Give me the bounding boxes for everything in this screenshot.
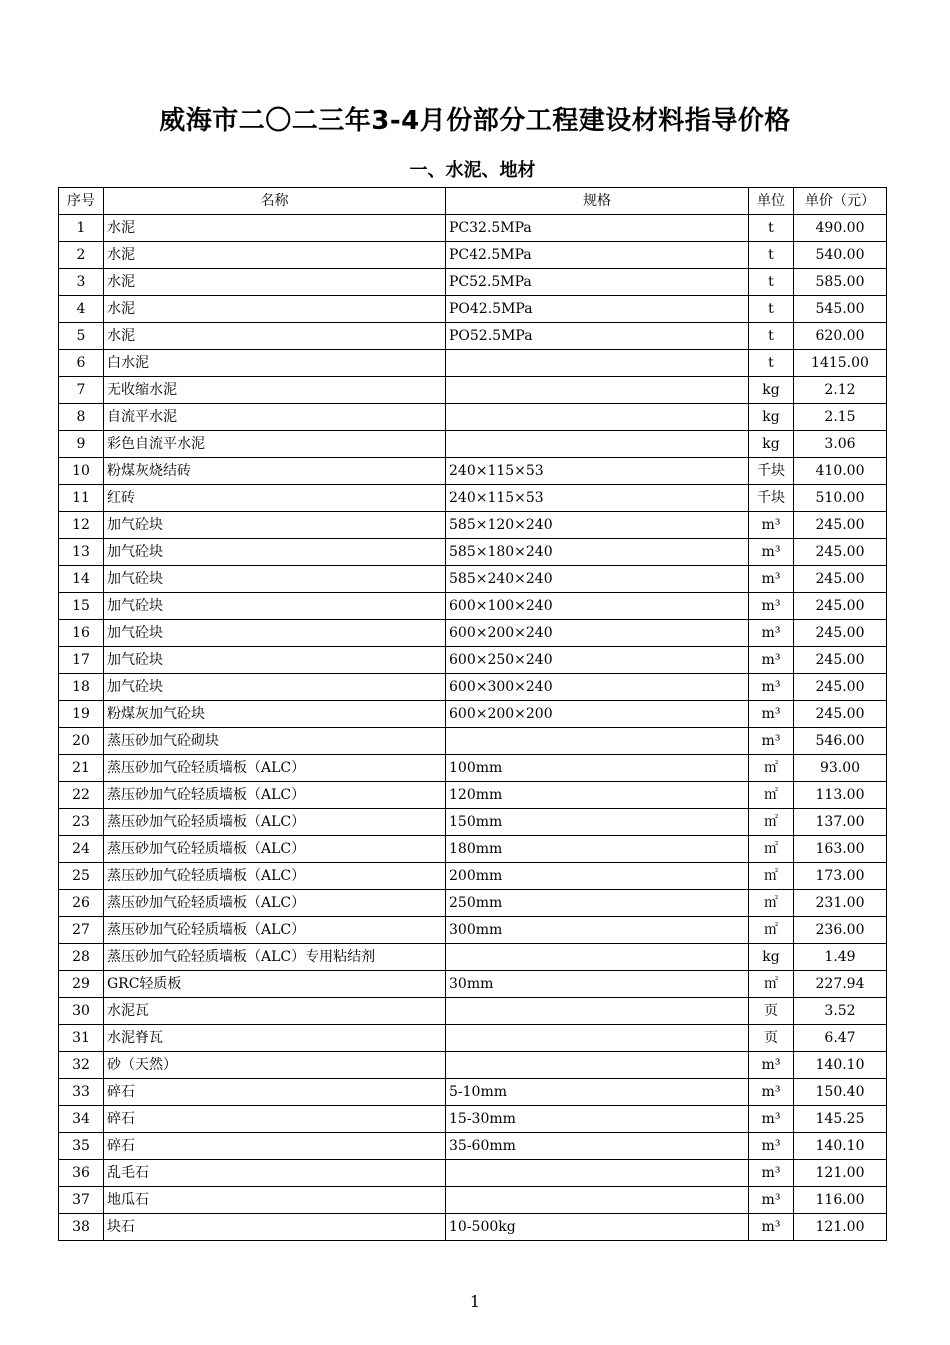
cell-name: 蒸压砂加气砼砌块 <box>104 728 446 755</box>
cell-no: 6 <box>59 350 104 377</box>
table-row <box>59 782 887 809</box>
table-row <box>59 863 887 890</box>
cell-name: 加气砼块 <box>104 566 446 593</box>
cell-spec: 600×100×240 <box>446 593 749 620</box>
cell-unit: t <box>749 242 794 269</box>
cell-no: 37 <box>59 1187 104 1214</box>
section-title: 一、水泥、地材 <box>409 160 536 181</box>
table-row <box>59 917 887 944</box>
cell-no: 16 <box>59 620 104 647</box>
table-row <box>59 1025 887 1052</box>
cell-unit: ㎡ <box>749 890 794 917</box>
cell-name: 块石 <box>104 1214 446 1241</box>
table-row <box>59 539 887 566</box>
cell-price: 137.00 <box>794 809 887 836</box>
cell-no: 28 <box>59 944 104 971</box>
cell-spec: PC32.5MPa <box>446 215 749 242</box>
table-row <box>59 836 887 863</box>
cell-spec <box>446 350 749 377</box>
cell-spec: 240×115×53 <box>446 458 749 485</box>
cell-no: 5 <box>59 323 104 350</box>
table-row <box>59 431 887 458</box>
cell-spec: 600×300×240 <box>446 674 749 701</box>
cell-unit: ㎡ <box>749 863 794 890</box>
cell-no: 23 <box>59 809 104 836</box>
cell-price: 3.06 <box>794 431 887 458</box>
cell-no: 14 <box>59 566 104 593</box>
cell-unit: kg <box>749 404 794 431</box>
cell-name: 砂（天然） <box>104 1052 446 1079</box>
cell-spec: 15-30mm <box>446 1106 749 1133</box>
table-row <box>59 1106 887 1133</box>
cell-spec: PO42.5MPa <box>446 296 749 323</box>
table-row <box>59 377 887 404</box>
cell-price: 510.00 <box>794 485 887 512</box>
cell-no: 3 <box>59 269 104 296</box>
cell-price: 545.00 <box>794 296 887 323</box>
table-row <box>59 1160 887 1187</box>
cell-unit: ㎡ <box>749 917 794 944</box>
cell-no: 33 <box>59 1079 104 1106</box>
cell-spec <box>446 998 749 1025</box>
cell-name: 碎石 <box>104 1106 446 1133</box>
cell-name: 水泥瓦 <box>104 998 446 1025</box>
cell-unit: 千块 <box>749 458 794 485</box>
cell-unit: 页 <box>749 1025 794 1052</box>
cell-price: 173.00 <box>794 863 887 890</box>
cell-unit: ㎡ <box>749 782 794 809</box>
cell-name: 蒸压砂加气砼轻质墙板（ALC） <box>104 917 446 944</box>
cell-no: 8 <box>59 404 104 431</box>
cell-unit: m³ <box>749 1160 794 1187</box>
cell-name: 地瓜石 <box>104 1187 446 1214</box>
cell-price: 620.00 <box>794 323 887 350</box>
cell-spec: 300mm <box>446 917 749 944</box>
cell-no: 20 <box>59 728 104 755</box>
table-header <box>59 188 887 215</box>
header-unit: 单位 <box>749 188 794 215</box>
cell-no: 10 <box>59 458 104 485</box>
cell-no: 2 <box>59 242 104 269</box>
cell-spec: 120mm <box>446 782 749 809</box>
cell-name: 蒸压砂加气砼轻质墙板（ALC） <box>104 863 446 890</box>
cell-unit: m³ <box>749 1052 794 1079</box>
cell-spec: 5-10mm <box>446 1079 749 1106</box>
table-row <box>59 728 887 755</box>
cell-spec <box>446 944 749 971</box>
table-row <box>59 701 887 728</box>
cell-no: 30 <box>59 998 104 1025</box>
cell-no: 29 <box>59 971 104 998</box>
cell-no: 22 <box>59 782 104 809</box>
cell-name: 碎石 <box>104 1079 446 1106</box>
table-row <box>59 755 887 782</box>
cell-price: 236.00 <box>794 917 887 944</box>
cell-name: 加气砼块 <box>104 539 446 566</box>
cell-no: 9 <box>59 431 104 458</box>
cell-unit: m³ <box>749 1214 794 1241</box>
cell-spec: 100mm <box>446 755 749 782</box>
cell-name: 蒸压砂加气砼轻质墙板（ALC） <box>104 809 446 836</box>
cell-price: 163.00 <box>794 836 887 863</box>
cell-name: 粉煤灰烧结砖 <box>104 458 446 485</box>
table-body <box>59 215 887 1241</box>
cell-no: 27 <box>59 917 104 944</box>
cell-no: 21 <box>59 755 104 782</box>
cell-unit: m³ <box>749 539 794 566</box>
cell-unit: ㎡ <box>749 755 794 782</box>
cell-no: 4 <box>59 296 104 323</box>
cell-name: GRC轻质板 <box>104 971 446 998</box>
table-row <box>59 620 887 647</box>
cell-price: 585.00 <box>794 269 887 296</box>
cell-spec: 585×180×240 <box>446 539 749 566</box>
cell-spec <box>446 1052 749 1079</box>
cell-price: 150.40 <box>794 1079 887 1106</box>
cell-spec: 35-60mm <box>446 1133 749 1160</box>
cell-price: 121.00 <box>794 1214 887 1241</box>
cell-price: 2.15 <box>794 404 887 431</box>
cell-spec: 240×115×53 <box>446 485 749 512</box>
table-row <box>59 1133 887 1160</box>
cell-price: 140.10 <box>794 1052 887 1079</box>
table-row <box>59 674 887 701</box>
cell-no: 11 <box>59 485 104 512</box>
cell-name: 粉煤灰加气砼块 <box>104 701 446 728</box>
cell-name: 加气砼块 <box>104 674 446 701</box>
cell-no: 38 <box>59 1214 104 1241</box>
cell-price: 1415.00 <box>794 350 887 377</box>
cell-unit: kg <box>749 431 794 458</box>
cell-no: 12 <box>59 512 104 539</box>
cell-price: 140.10 <box>794 1133 887 1160</box>
cell-no: 18 <box>59 674 104 701</box>
cell-price: 3.52 <box>794 998 887 1025</box>
cell-no: 36 <box>59 1160 104 1187</box>
cell-spec: PC42.5MPa <box>446 242 749 269</box>
table-row <box>59 296 887 323</box>
table-row <box>59 944 887 971</box>
cell-spec: 250mm <box>446 890 749 917</box>
table-row <box>59 593 887 620</box>
table-row <box>59 1079 887 1106</box>
cell-unit: t <box>749 350 794 377</box>
header-price: 单价（元） <box>794 188 887 215</box>
cell-price: 245.00 <box>794 539 887 566</box>
cell-spec: 10-500kg <box>446 1214 749 1241</box>
table-row <box>59 458 887 485</box>
cell-price: 540.00 <box>794 242 887 269</box>
table-row <box>59 1052 887 1079</box>
table-row <box>59 971 887 998</box>
cell-price: 227.94 <box>794 971 887 998</box>
cell-price: 231.00 <box>794 890 887 917</box>
cell-name: 彩色自流平水泥 <box>104 431 446 458</box>
cell-unit: ㎡ <box>749 809 794 836</box>
cell-spec: 585×240×240 <box>446 566 749 593</box>
cell-name: 蒸压砂加气砼轻质墙板（ALC） <box>104 755 446 782</box>
cell-no: 1 <box>59 215 104 242</box>
header-no: 序号 <box>59 188 104 215</box>
cell-unit: t <box>749 296 794 323</box>
cell-unit: m³ <box>749 701 794 728</box>
cell-spec: 180mm <box>446 836 749 863</box>
table-row <box>59 269 887 296</box>
cell-name: 水泥 <box>104 242 446 269</box>
table-row <box>59 512 887 539</box>
cell-no: 13 <box>59 539 104 566</box>
cell-price: 145.25 <box>794 1106 887 1133</box>
cell-name: 加气砼块 <box>104 620 446 647</box>
cell-name: 乱毛石 <box>104 1160 446 1187</box>
cell-name: 水泥 <box>104 296 446 323</box>
cell-unit: m³ <box>749 1079 794 1106</box>
header-spec: 规格 <box>446 188 749 215</box>
cell-unit: 页 <box>749 998 794 1025</box>
cell-price: 113.00 <box>794 782 887 809</box>
table-row <box>59 890 887 917</box>
cell-name: 加气砼块 <box>104 647 446 674</box>
table-row <box>59 998 887 1025</box>
cell-unit: m³ <box>749 620 794 647</box>
cell-unit: m³ <box>749 1106 794 1133</box>
cell-name: 水泥 <box>104 269 446 296</box>
table-row <box>59 404 887 431</box>
cell-no: 17 <box>59 647 104 674</box>
cell-price: 245.00 <box>794 647 887 674</box>
cell-spec: 150mm <box>446 809 749 836</box>
cell-price: 2.12 <box>794 377 887 404</box>
cell-unit: m³ <box>749 728 794 755</box>
header-name: 名称 <box>104 188 446 215</box>
cell-spec: PO52.5MPa <box>446 323 749 350</box>
cell-price: 1.49 <box>794 944 887 971</box>
cell-unit: m³ <box>749 566 794 593</box>
cell-unit: m³ <box>749 1133 794 1160</box>
cell-name: 蒸压砂加气砼轻质墙板（ALC） <box>104 890 446 917</box>
cell-unit: ㎡ <box>749 971 794 998</box>
cell-name: 自流平水泥 <box>104 404 446 431</box>
cell-no: 26 <box>59 890 104 917</box>
cell-price: 245.00 <box>794 674 887 701</box>
cell-name: 红砖 <box>104 485 446 512</box>
cell-name: 水泥 <box>104 323 446 350</box>
cell-name: 加气砼块 <box>104 512 446 539</box>
cell-spec: 600×200×200 <box>446 701 749 728</box>
cell-price: 245.00 <box>794 620 887 647</box>
cell-no: 32 <box>59 1052 104 1079</box>
cell-unit: t <box>749 269 794 296</box>
table-row <box>59 809 887 836</box>
cell-price: 245.00 <box>794 512 887 539</box>
cell-no: 19 <box>59 701 104 728</box>
table-row <box>59 566 887 593</box>
cell-name: 水泥 <box>104 215 446 242</box>
cell-unit: t <box>749 323 794 350</box>
cell-spec <box>446 1187 749 1214</box>
cell-unit: 千块 <box>749 485 794 512</box>
page-number: 1 <box>469 1292 481 1311</box>
cell-name: 水泥脊瓦 <box>104 1025 446 1052</box>
cell-unit: m³ <box>749 593 794 620</box>
cell-no: 24 <box>59 836 104 863</box>
cell-spec <box>446 431 749 458</box>
cell-price: 245.00 <box>794 593 887 620</box>
cell-name: 蒸压砂加气砼轻质墙板（ALC） <box>104 782 446 809</box>
cell-price: 93.00 <box>794 755 887 782</box>
cell-unit: m³ <box>749 647 794 674</box>
cell-spec: 585×120×240 <box>446 512 749 539</box>
cell-spec <box>446 1160 749 1187</box>
cell-name: 碎石 <box>104 1133 446 1160</box>
cell-spec: 30mm <box>446 971 749 998</box>
cell-unit: m³ <box>749 674 794 701</box>
cell-unit: kg <box>749 377 794 404</box>
table-row <box>59 215 887 242</box>
cell-unit: m³ <box>749 512 794 539</box>
table-row <box>59 242 887 269</box>
cell-unit: m³ <box>749 1187 794 1214</box>
cell-unit: ㎡ <box>749 836 794 863</box>
table-row <box>59 323 887 350</box>
header-row <box>59 188 887 215</box>
cell-price: 245.00 <box>794 701 887 728</box>
cell-price: 546.00 <box>794 728 887 755</box>
cell-spec <box>446 377 749 404</box>
cell-spec <box>446 1025 749 1052</box>
cell-name: 加气砼块 <box>104 593 446 620</box>
cell-price: 6.47 <box>794 1025 887 1052</box>
cell-name: 白水泥 <box>104 350 446 377</box>
cell-spec: PC52.5MPa <box>446 269 749 296</box>
table-row <box>59 1187 887 1214</box>
cell-no: 34 <box>59 1106 104 1133</box>
cell-price: 121.00 <box>794 1160 887 1187</box>
table-row <box>59 485 887 512</box>
cell-spec <box>446 404 749 431</box>
cell-price: 116.00 <box>794 1187 887 1214</box>
cell-price: 490.00 <box>794 215 887 242</box>
cell-no: 31 <box>59 1025 104 1052</box>
cell-name: 无收缩水泥 <box>104 377 446 404</box>
cell-spec: 600×200×240 <box>446 620 749 647</box>
cell-price: 245.00 <box>794 566 887 593</box>
cell-no: 25 <box>59 863 104 890</box>
page-title: 威海市二〇二三年3-4月份部分工程建设材料指导价格 <box>159 106 791 136</box>
cell-no: 35 <box>59 1133 104 1160</box>
cell-spec: 200mm <box>446 863 749 890</box>
price-table <box>58 187 887 1241</box>
cell-no: 15 <box>59 593 104 620</box>
table-row <box>59 350 887 377</box>
cell-unit: kg <box>749 944 794 971</box>
cell-no: 7 <box>59 377 104 404</box>
cell-unit: t <box>749 215 794 242</box>
cell-spec: 600×250×240 <box>446 647 749 674</box>
cell-spec <box>446 728 749 755</box>
cell-name: 蒸压砂加气砼轻质墙板（ALC） <box>104 836 446 863</box>
cell-price: 410.00 <box>794 458 887 485</box>
table-row <box>59 647 887 674</box>
cell-name: 蒸压砂加气砼轻质墙板（ALC）专用粘结剂 <box>104 944 446 971</box>
table-row <box>59 1214 887 1241</box>
